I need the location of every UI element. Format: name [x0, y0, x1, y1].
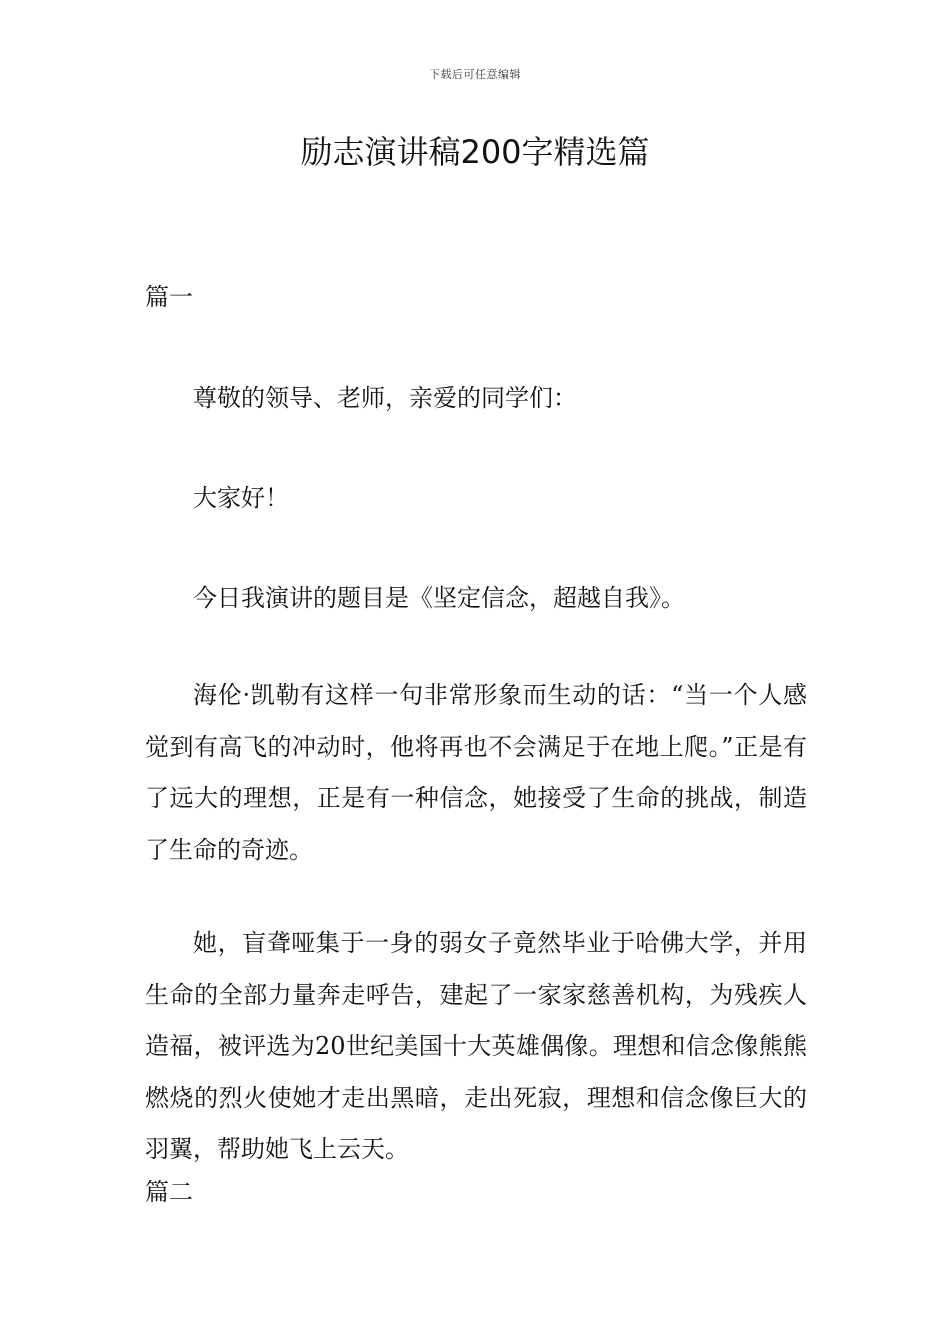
hello-line: 大家好！ — [193, 484, 289, 512]
greeting-line: 尊敬的领导、老师，亲爱的同学们： — [193, 384, 577, 412]
section-two-label: 篇二 — [145, 1178, 193, 1206]
section-one-label: 篇一 — [145, 283, 193, 311]
header-note: 下载后可任意编辑 — [429, 68, 521, 81]
paragraph-helen-keller-quote: 海伦·凯勒有这样一句非常形象而生动的话：“当一个人感觉到有高飞的冲动时，他将再也不会满足于在地上爬。”正是有了远大的理想，正是有一种信念，她接受了生命的挑战，制造了生命的奇迹。 — [145, 681, 807, 864]
document-title: 励志演讲稿200字精选篇 — [300, 133, 650, 171]
paragraph-helen-keller-story: 她，盲聋哑集于一身的弱女子竟然毕业于哈佛大学，并用生命的全部力量奔走呼告，建起了一家家慈善机构，为残疾人造福，被评选为20世纪美国十大英雄偶像。理想和信念像熊熊燃烧的烈火使她才走出黑暗，走出死寂，理想和信念像巨大的羽翼，帮助她飞上云天。 — [145, 929, 807, 1163]
topic-line: 今日我演讲的题目是《坚定信念，超越自我》。 — [193, 584, 685, 612]
